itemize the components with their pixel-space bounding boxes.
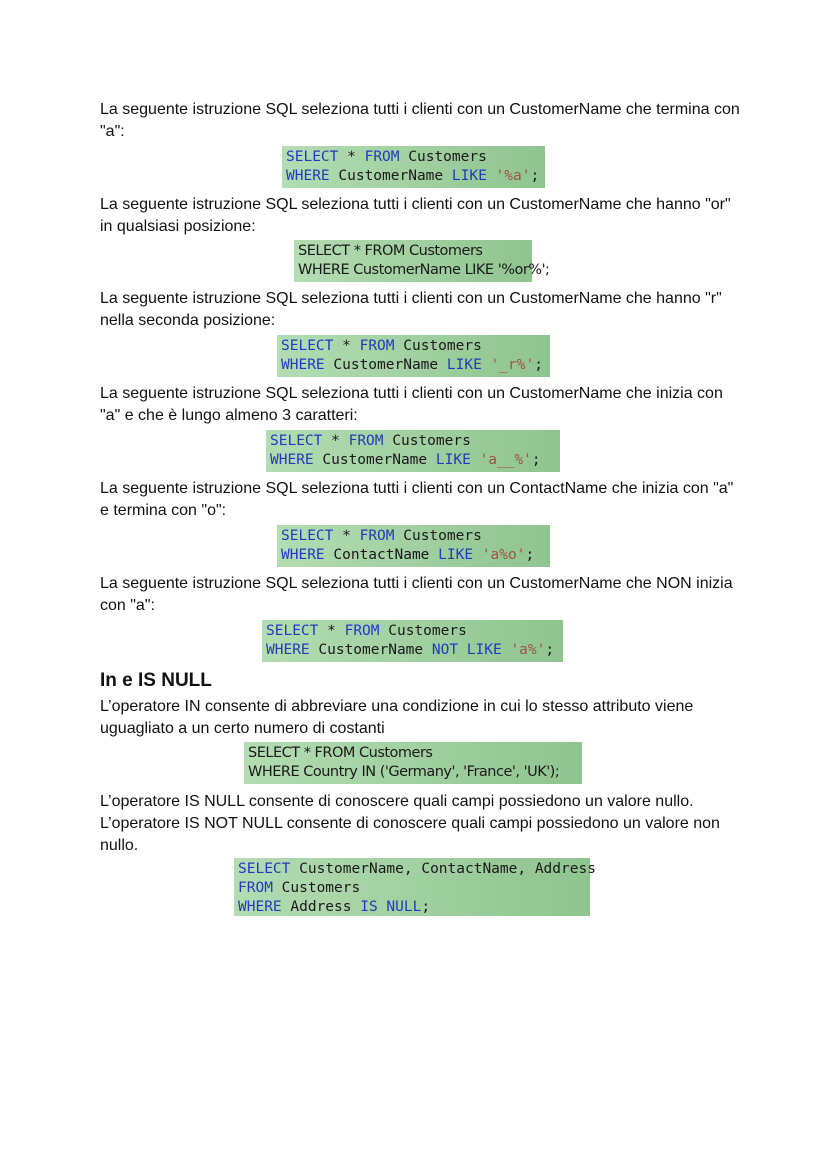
code-block (262, 620, 563, 662)
sql-keyword: WHERE (270, 452, 314, 468)
sql-keyword: WHERE (286, 168, 330, 184)
sql-string: '_r%' (490, 357, 535, 373)
sql-text: CustomerName (329, 168, 452, 184)
code-line (298, 242, 528, 261)
sql-text: ContactName (324, 547, 439, 563)
sql-string: 'a%' (510, 642, 546, 658)
sql-keyword: FROM (348, 433, 384, 449)
code-line (281, 546, 546, 565)
sql-text: ; (525, 547, 535, 563)
sql-keyword: FROM (359, 338, 395, 354)
sql-keyword: FROM (344, 623, 380, 639)
sql-text: SELECT * FROM Customers (248, 745, 433, 761)
code-block (277, 335, 550, 377)
sql-keyword: SELECT (281, 338, 334, 354)
code-line (286, 148, 541, 167)
sql-text (471, 452, 480, 468)
paragraph: La seguente istruzione SQL seleziona tutti i clienti con un CustomerName che inizia con "a" e che è lungo almeno 3 caratteri: (100, 385, 723, 424)
paragraph: L’operatore IS NULL consente di conoscere quali campi possiedono un valore nullo. L’operatore IS NOT NULL consente di conoscere quali campi possiedono un valore non nullo. (100, 793, 720, 854)
paragraph: La seguente istruzione SQL seleziona tutti i clienti con un ContactName che inizia con "a" e termina con "o": (100, 480, 734, 519)
code-line (266, 641, 559, 660)
sql-text: * (333, 528, 360, 544)
sql-text: ; (534, 357, 543, 373)
sql-text: * (333, 338, 360, 354)
sql-keyword: FROM (238, 880, 273, 896)
sql-text: ; (531, 452, 541, 468)
sql-keyword: LIKE (435, 452, 471, 468)
code-line (266, 622, 559, 641)
sql-keyword: SELECT (270, 433, 323, 449)
code-block (294, 240, 550, 282)
sql-keyword: SELECT (266, 623, 319, 639)
sql-text: * (338, 149, 365, 165)
code-line (248, 744, 578, 763)
sql-keyword: FROM (359, 528, 395, 544)
code-line (298, 261, 550, 280)
sql-text: CustomerName (324, 357, 447, 373)
sql-text: ; (545, 642, 555, 658)
sql-keyword: WHERE (281, 547, 325, 563)
code-line (270, 432, 556, 451)
sql-string: '%a' (495, 168, 531, 184)
paragraph: La seguente istruzione SQL seleziona tutti i clienti con un CustomerName che hanno "or" in qualsiasi posizione: (100, 196, 731, 235)
sql-text: * (322, 433, 349, 449)
sql-text: CustomerName, ContactName, Address (290, 861, 596, 877)
sql-text: SELECT * FROM Customers (298, 243, 483, 259)
sql-keyword: LIKE (438, 547, 474, 563)
sql-text: Address (281, 899, 361, 915)
sql-keyword: LIKE (446, 357, 482, 373)
code-line (270, 451, 556, 470)
sql-text: ; (421, 899, 431, 915)
code-line (238, 879, 586, 898)
code-line (248, 763, 578, 782)
section-heading: In e IS NULL (100, 670, 212, 691)
sql-keyword: SELECT (281, 528, 334, 544)
sql-text: Customers (394, 528, 482, 544)
paragraph: La seguente istruzione SQL seleziona tutti i clienti con un CustomerName che hanno "r" nella seconda posizione: (100, 290, 722, 329)
sql-text (473, 547, 482, 563)
paragraph: La seguente istruzione SQL seleziona tutti i clienti con un CustomerName che NON inizia con "a": (100, 575, 733, 614)
sql-text: CustomerName (313, 452, 436, 468)
sql-text: ; (530, 168, 540, 184)
sql-text: Customers (399, 149, 487, 165)
code-block (266, 430, 560, 472)
code-line (281, 356, 546, 375)
sql-keyword: LIKE (451, 168, 487, 184)
sql-keyword: SELECT (238, 861, 291, 877)
sql-keyword: WHERE (281, 357, 325, 373)
code-line (238, 898, 586, 917)
sql-text: Customers (379, 623, 467, 639)
code-line (286, 167, 541, 186)
sql-text: * (318, 623, 345, 639)
sql-keyword: WHERE (238, 899, 282, 915)
sql-text: Customers (383, 433, 471, 449)
sql-keyword: NOT LIKE (431, 642, 502, 658)
code-block (282, 146, 545, 188)
code-block (244, 742, 582, 784)
code-block (234, 858, 596, 916)
paragraph: L’operatore IN consente di abbreviare una condizione in cui lo stesso attributo viene uguagliato a un certo numero di costanti (100, 698, 694, 737)
sql-keyword: SELECT (286, 149, 339, 165)
sql-text: CustomerName (309, 642, 432, 658)
sql-text: Customers (394, 338, 482, 354)
sql-string: 'a__%' (479, 452, 532, 468)
sql-string: 'a%o' (481, 547, 526, 563)
code-line (281, 337, 546, 356)
code-line (238, 860, 596, 879)
sql-text (487, 168, 496, 184)
code-block (277, 525, 550, 567)
sql-keyword: WHERE (266, 642, 310, 658)
code-line (281, 527, 546, 546)
sql-text: Customers (272, 880, 361, 896)
sql-text: WHERE Country IN ('Germany', 'France', 'UK'); (248, 764, 560, 780)
sql-text (482, 357, 491, 373)
sql-keyword: IS NULL (360, 899, 422, 915)
sql-text: WHERE CustomerName LIKE '%or%'; (298, 262, 550, 278)
paragraph: La seguente istruzione SQL seleziona tutti i clienti con un CustomerName che termina con "a": (100, 101, 740, 140)
sql-keyword: FROM (364, 149, 400, 165)
